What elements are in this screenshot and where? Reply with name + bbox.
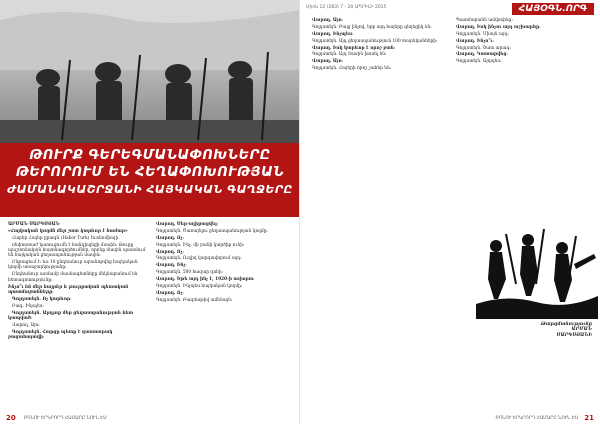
right-column-1 bbox=[308, 18, 446, 73]
headline-banner bbox=[0, 143, 300, 217]
qa-line: Պատմաբանն ամփոփեց։ bbox=[456, 18, 513, 23]
article-intro: «Հայկական կողմն մեր շատ կարևոր է համար» bbox=[8, 228, 128, 234]
qa-line: Վարող. Այո։ bbox=[312, 18, 344, 23]
qa-line: Գոլդստեյն. Ոչ կարևոր։ bbox=[12, 296, 72, 302]
qa-line: Վարող. Ծեր-ալիքացվել։ bbox=[156, 222, 219, 227]
left-column-1 bbox=[8, 222, 146, 342]
right-page bbox=[300, 0, 600, 424]
qa-line: Վարող. Ոչ։ bbox=[156, 249, 184, 255]
qa-line: Գոլդստեյն. Ուղիղ կարգավորում այդ։ bbox=[156, 256, 242, 262]
qa-line: Գոլդստեյն. Հայերի որոշ շահեր են։ bbox=[312, 66, 392, 72]
qa-line: Վարող. Ոչ։ bbox=[156, 290, 184, 296]
qa-line: Վարող. Այո։ bbox=[12, 322, 40, 328]
page-number: 20 bbox=[6, 414, 16, 422]
qa-line: Վարող. Իսկ ինչու այդ աշխարհը։ bbox=[456, 24, 541, 30]
qa-line: Գոլդստեյն. Ինչ, մի բանի կարծիք ունի։ bbox=[156, 242, 245, 248]
illustration bbox=[476, 224, 598, 319]
translator-signature bbox=[541, 322, 592, 338]
paragraph: ռեփոռտաժ կառուցումն է հանդիպեցի մասին։ Թուրք պաշտոնական հայտնագործումներ, որոնք մասին պատմում են հայկական ցեղասպանության մասին։ bbox=[8, 242, 146, 259]
page-footer: ԲՈՆՈՒ ԵՐԿՐՈՐԴ ՀԱՄԱՐԸ ՆՈՒՆ ԷՍ bbox=[495, 416, 578, 421]
qa-line: Գոլդստեյն. Միայն այդ։ bbox=[456, 31, 509, 37]
signature-line-1: Թարգմանությունը bbox=[540, 322, 592, 327]
signature-line-3: ՍԱՐԳՍՅԱՆԻ bbox=[556, 332, 592, 338]
qa-line: Վարող. Այո։ bbox=[312, 59, 344, 65]
qa-line: Գոլդստեյն. Արդյոք մեր ցեղասպանության հետ կապված։ bbox=[8, 310, 134, 321]
page-footer: ԲՈՆՈՒ ԵՐԿՐՈՐԴ ՀԱՄԱՐԸ ՆՈՒՆ ԷՍ bbox=[24, 416, 107, 421]
qa-line: Գոլդստեյն. 500 հազար զոհի։ bbox=[156, 270, 224, 276]
paragraph: Ընդհանուր առմամբ մասնագետները մեկնաբանում են հետազոտությունը։ bbox=[8, 272, 138, 283]
qa-line: Բագ. Ինչպես։ bbox=[12, 303, 44, 309]
qa-line: Գոլդստեյն. Այդ մասին խոսել են։ bbox=[312, 52, 387, 58]
section-label: Ինչո՞ւ են մեր հայրեր և թուրքական պետական պատմաբանները։ bbox=[8, 284, 129, 295]
qa-line: Վարող. Կատարվեց։ bbox=[456, 52, 508, 58]
qa-line: Գոլդստեյն. Այդպես։ bbox=[456, 59, 502, 65]
author-name: ԱՐՄԱՆ ՍԱՐԳՍՅԱՆ bbox=[8, 222, 60, 227]
signature-line-2: ԱՐՄԱՆ bbox=[571, 327, 592, 333]
qa-line: Վարող. Ոչ։ bbox=[156, 235, 184, 241]
headline-line-1: ԹՈՒՐՔ ԳԵՐԵԳՄԱՆԱՓՈԽՆԵՐԸ bbox=[29, 148, 271, 163]
paragraph: Հաբեր Հայեր ըրագն (Habor Turk) Եւոնոմիայի bbox=[12, 235, 119, 241]
qa-line: Գոլդստեյն. Շատ արագ։ bbox=[456, 45, 511, 51]
headline-line-3: ԺԱՄԱՆԱԿԱՇՐՋԱՆԻ ՀԱՅԿԱԿԱՆ ԳԱՂՋԵՐԸ bbox=[7, 183, 293, 196]
qa-line: Վարող. Ինչո՞ւ։ bbox=[456, 38, 494, 44]
right-column-2 bbox=[452, 18, 592, 66]
headline-line-2: ԹԵՐՈՐՈՒՄ ԵՆ ՀԵՂԱՓՈԽՈՒԹՅԱՆ bbox=[15, 165, 285, 180]
qa-line: Գոլդստեյն. Բայց ինչով, երբ այդ հայերը գեղեցիկ են։ bbox=[312, 24, 432, 30]
qa-line: Գոլդստեյն. Ինչպես հայկական կողմը։ bbox=[156, 284, 243, 290]
qa-line: Վարող. Իսկ կարևոր է որոշ բան։ bbox=[312, 45, 396, 51]
page-number: 21 bbox=[584, 414, 594, 422]
issue-line: Միոն 12 (283) 7 - 20 ԱՊՐԻԼԻ 2015 bbox=[306, 5, 387, 10]
qa-line: Գոլդստեյն. Այդ ցեղասպանություն 100 տարեկանների։ bbox=[312, 38, 438, 44]
paragraph: Ընթացում է: ևս 10 ընդհանուր արանոթվեց հայկական կողմի առաջարկությանը։ bbox=[8, 260, 138, 271]
publication-logo: ՀԱՅՕԳՆ.ՈՐԳ bbox=[512, 3, 594, 15]
qa-line: Վարող. Ինչ։ bbox=[156, 263, 187, 269]
qa-line: Գոլդստեյն. Բազմաթիվ ամենայն։ bbox=[156, 297, 233, 303]
qa-line: Վարող. Եթե այդ ինչ է, 1920-ի ավարտ։ bbox=[156, 277, 255, 283]
qa-line: Վարող. Ինչպես։ bbox=[312, 31, 354, 37]
qa-line: Գոլդստեյն. Ծառայելու ցեղասպանության կողմը։ bbox=[156, 228, 268, 234]
qa-line: Գոլդստեյն. Հարցը պետք է զաստարակ բացահայտվի։ bbox=[8, 329, 113, 340]
left-column-2 bbox=[152, 222, 292, 305]
